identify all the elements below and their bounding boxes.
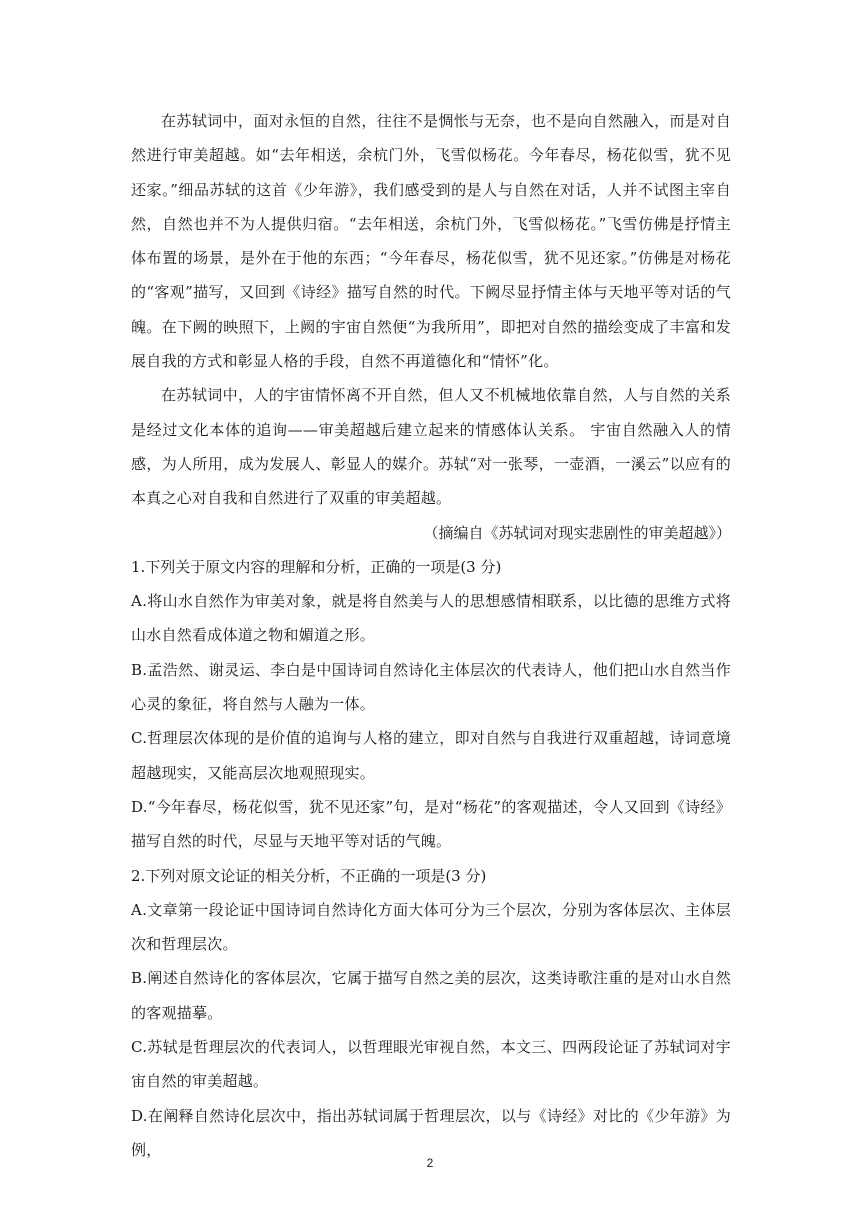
body-paragraph-2: 在苏轼词中，人的宇宙情怀离不开自然，但人又不机械地依靠自然，人与自然的关系是经过文化本体的追询——审美超越后建立起来的情感体认关系。 宇宙自然融入人的情感，为人所用，成为发展人、彰显人的媒介。苏轼“对一张琴，一壶酒，一溪云”以应有的本真之心对自我和自然进行了双重的审美超越。	[131, 386, 731, 508]
question-stem: 1.下列关于原文内容的理解和分析，正确的一项是(3 分)	[131, 557, 502, 576]
option-b: B.孟浩然、谢灵运、李白是中国诗词自然诗化主体层次的代表诗人，他们把山水自然当作心灵的象征，将自然与人融为一体。	[131, 660, 731, 714]
option-c: C.哲理层次体现的是价值的追询与人格的建立，即对自然与自我进行双重超越，诗词意境超越现实，又能高层次地观照现实。	[131, 729, 731, 782]
body-paragraph-1: 在苏轼词中，面对永恒的自然，往往不是惆怅与无奈，也不是向自然融入，而是对自然进行审美超越。如“去年相送，余杭门外，飞雪似杨花。今年春尽，杨花似雪，犹不见还家。”细品苏轼的这首《少年游》，我们感受到的是人与自然在对话，人并不试图主宰自然，自然也并不为人提供归宿。“去年相送，余杭门外，飞雪似杨花。”飞雪仿佛是抒情主体布置的场景，是外在于他的东西；“今年春尽，杨花似雪，犹不见还家。”仿佛是对杨花的“客观”描写，又回到《诗经》描写自然的时代。下阙尽显抒情主体与天地平等对话的气魄。在下阙的映照下，上阙的宇宙自然便“为我所用”，即把对自然的描绘变成了丰富和发展自我的方式和彰显人格的手段，自然不再道德化和“情怀”化。	[131, 112, 731, 371]
option-a: A.将山水自然作为审美对象，就是将自然美与人的思想感情相联系，以比德的思维方式将山水自然看成体道之物和媚道之形。	[131, 592, 731, 645]
document-body	[131, 104, 731, 1167]
question-1	[131, 550, 731, 859]
option-a: A.文章第一段论证中国诗词自然诗化方面大体可分为三个层次，分别为客体层次、主体层次和哲理层次。	[131, 900, 731, 954]
page-number: 2	[426, 1156, 434, 1170]
option-d: D.“今年春尽，杨花似雪，犹不见还家”句，是对“杨花”的客观描述，令人又回到《诗经》描写自然的时代，尽显与天地平等对话的气魄。	[131, 797, 731, 851]
option-b: B.阐述自然诗化的客体层次，它属于描写自然之美的层次，这类诗歌注重的是对山水自然的客观描摹。	[131, 969, 731, 1022]
question-stem: 2.下列对原文论证的相关分析，不正确的一项是(3 分)	[131, 866, 487, 885]
option-d: D.在阐释自然诗化层次中，指出苏轼词属于哲理层次，以与《诗经》对比的《少年游》为例，	[131, 1106, 731, 1159]
source-citation: （摘编自《苏轼词对现实悲剧性的审美超越》）	[423, 523, 731, 542]
option-c: C.苏轼是哲理层次的代表词人，以哲理眼光审视自然，本文三、四两段论证了苏轼词对宇宙自然的审美超越。	[131, 1038, 731, 1091]
question-2	[131, 859, 731, 1168]
